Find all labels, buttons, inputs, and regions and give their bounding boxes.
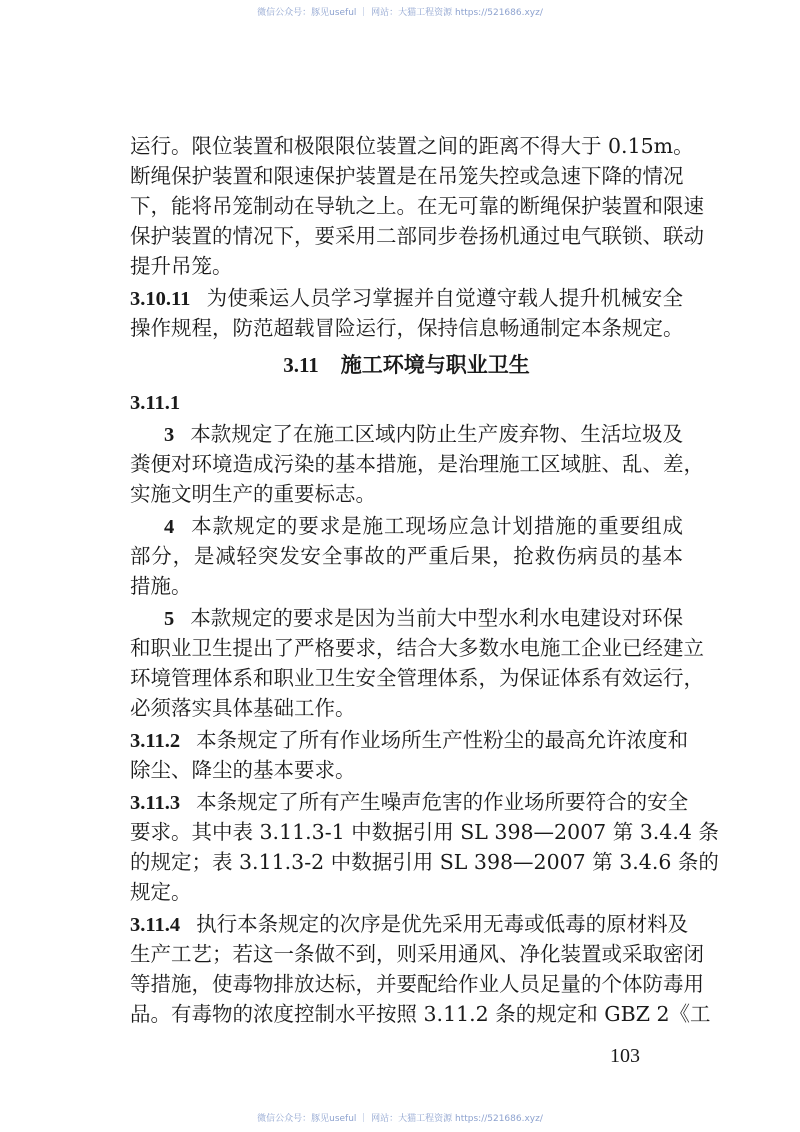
paragraph (130, 603, 704, 723)
text-line (130, 283, 683, 313)
text-line (130, 479, 683, 509)
text-line (130, 999, 711, 1029)
paragraph (130, 725, 689, 785)
text-line (130, 877, 683, 907)
line-text: 执行本条规定的次序是优先采用无毒或低毒的原材料及 (196, 912, 689, 936)
paragraph (130, 387, 683, 417)
clause-number: 5 (164, 608, 175, 630)
line-text: 和职业卫生提出了严格要求，结合大多数水电施工企业已经建立 (130, 636, 704, 660)
line-text: 本款规定的要求是因为当前大中型水利水电建设对环保 (190, 606, 683, 630)
line-text: 运行。限位装置和极限限位装置之间的距离不得大于 0.15m。 (130, 134, 694, 158)
text-line (130, 817, 719, 847)
text-line (130, 131, 694, 161)
page-number: 103 (610, 1045, 640, 1067)
watermark-footer: 微信公众号：豚见useful ｜ 网站：大猫工程资源 https://521686.xyz/ (257, 1114, 543, 1124)
section-title: 施工环境与职业卫生 (340, 352, 530, 377)
clause-number: 3.11.2 (130, 730, 181, 752)
line-text: 品。有毒物的浓度控制水平按照 3.11.2 条的规定和 GBZ 2《工 (130, 1002, 711, 1026)
paragraph (130, 283, 683, 343)
text-line (130, 909, 689, 939)
text-line (130, 313, 683, 343)
line-text: 提升吊笼。 (130, 254, 233, 278)
line-text: 规定。 (130, 880, 192, 904)
text-line (130, 939, 704, 969)
clause-number: 4 (164, 516, 175, 538)
text-line (130, 387, 683, 417)
line-text: 生产工艺；若这一条做不到，则采用通风、净化装置或采取密闭 (130, 942, 704, 966)
line-text: 保护装置的情况下，要采用二部同步卷扬机通过电气联锁、联动 (130, 224, 704, 248)
line-text: 为使乘运人员学习掌握并自觉遵守载人提升机械安全 (206, 286, 683, 310)
text-line (130, 419, 683, 449)
clause-number: 3 (164, 424, 175, 446)
text-line (130, 633, 704, 663)
line-text: 部分，是减轻突发安全事故的严重后果，抢救伤病员的基本 (130, 544, 683, 568)
text-line (130, 449, 704, 479)
line-text: 粪便对环境造成污染的基本措施，是治理施工区域脏、乱、差， (130, 452, 704, 476)
text-line (130, 571, 683, 601)
line-text: 本款规定了在施工区域内防止生产废弃物、生活垃圾及 (190, 422, 683, 446)
text-line (130, 541, 683, 571)
text-line (130, 251, 683, 281)
text-line (130, 603, 683, 633)
line-text: 措施。 (130, 574, 192, 598)
paragraph (130, 419, 704, 509)
line-text: 的规定；表 3.11.3-2 中数据引用 SL 398—2007 第 3.4.6 条的 (130, 850, 719, 874)
line-text: 本条规定了所有作业场所生产性粉尘的最高允许浓度和 (196, 728, 689, 752)
text-line (130, 847, 719, 877)
line-text: 等措施，使毒物排放达标，并要配给作业人员足量的个体防毒用 (130, 972, 704, 996)
line-text: 实施文明生产的重要标志。 (130, 482, 376, 506)
watermark-header: 微信公众号：豚见useful ｜ 网站：大猫工程资源 https://521686.xyz/ (257, 8, 543, 18)
document-body (130, 131, 719, 1031)
line-text: 除尘、降尘的基本要求。 (130, 758, 356, 782)
section-number: 3.11 (283, 353, 319, 377)
line-text: 操作规程，防范超载冒险运行，保持信息畅通制定本条规定。 (130, 316, 684, 340)
text-line (130, 221, 704, 251)
text-line (130, 161, 683, 191)
clause-number: 3.11.4 (130, 914, 181, 936)
line-text: 下，能将吊笼制动在导轨之上。在无可靠的断绳保护装置和限速 (130, 194, 704, 218)
section-heading (130, 350, 683, 380)
line-text: 本款规定的要求是施工现场应急计划措施的重要组成 (190, 514, 683, 538)
paragraph (130, 909, 711, 1029)
paragraph (130, 131, 704, 281)
clause-number: 3.11.3 (130, 792, 181, 814)
text-line (130, 787, 689, 817)
line-text: 要求。其中表 3.11.3-1 中数据引用 SL 398—2007 第 3.4.4 条 (130, 820, 719, 844)
clause-number: 3.10.11 (130, 288, 191, 310)
line-text: 本条规定了所有产生噪声危害的作业场所要符合的安全 (196, 790, 689, 814)
text-line (130, 191, 704, 221)
paragraph (130, 511, 683, 601)
text-line (130, 511, 683, 541)
line-text: 环境管理体系和职业卫生安全管理体系，为保证体系有效运行， (130, 666, 704, 690)
text-line (130, 969, 704, 999)
text-line (130, 725, 689, 755)
text-line (130, 693, 683, 723)
text-line (130, 663, 704, 693)
text-line (130, 755, 683, 785)
paragraph (130, 787, 719, 907)
line-text: 断绳保护装置和限速保护装置是在吊笼失控或急速下降的情况 (130, 164, 684, 188)
line-text: 必须落实具体基础工作。 (130, 696, 356, 720)
clause-number: 3.11.1 (130, 392, 181, 414)
